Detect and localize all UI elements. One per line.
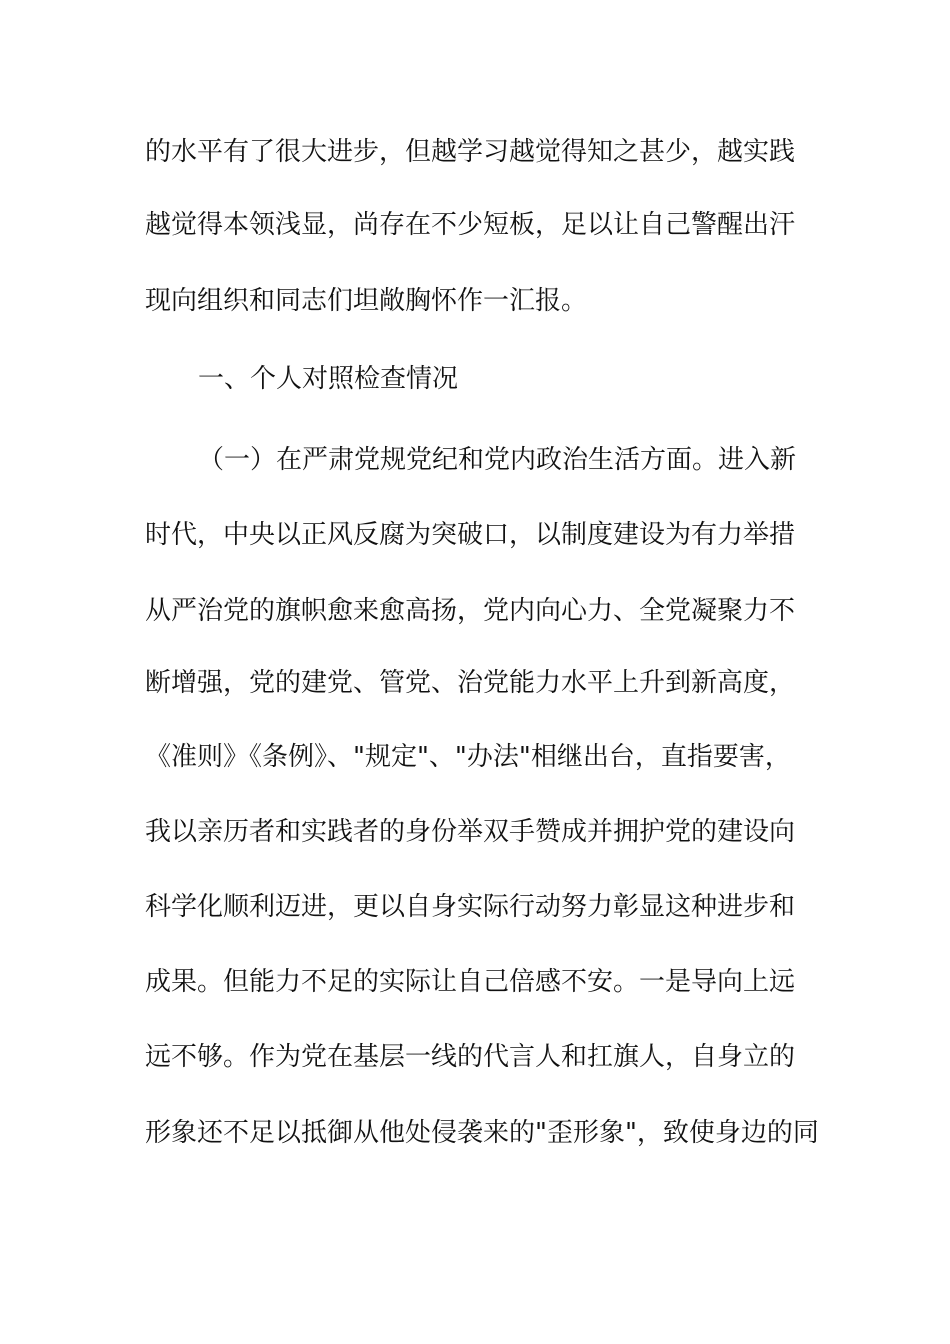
text-line: 《准则》《条例》、"规定"、"办法"相继出台，直指要害， [145, 742, 791, 772]
text-line: 越觉得本领浅显，尚存在不少短板，足以让自己警醒出汗 [145, 210, 796, 240]
subsection-heading-line: （一）在严肃党规党纪和党内政治生活方面。进入新 [198, 445, 797, 475]
text-line: 的水平有了很大进步，但越学习越觉得知之甚少，越实践 [145, 137, 796, 167]
text-line: 科学化顺利迈进，更以自身实际行动努力彰显这种进步和 [145, 892, 796, 922]
text-line: 断增强，党的建党、管党、治党能力水平上升到新高度， [145, 668, 796, 698]
text-line: 时代，中央以正风反腐为突破口，以制度建设为有力举措 [145, 520, 796, 550]
text-line: 成果。但能力不足的实际让自己倍感不安。一是导向上远 [145, 967, 796, 997]
section-heading: 一、个人对照检查情况 [198, 364, 459, 394]
text-line: 我以亲历者和实践者的身份举双手赞成并拥护党的建设向 [145, 817, 796, 847]
text-line: 形象还不足以抵御从他处侵袭来的"歪形象"，致使身边的同 [145, 1118, 819, 1148]
text-line: 从严治党的旗帜愈来愈高扬，党内向心力、全党凝聚力不 [145, 596, 796, 626]
text-line: 远不够。作为党在基层一线的代言人和扛旗人，自身立的 [145, 1042, 796, 1072]
text-line: 现向组织和同志们坦敞胸怀作一汇报。 [145, 286, 588, 316]
